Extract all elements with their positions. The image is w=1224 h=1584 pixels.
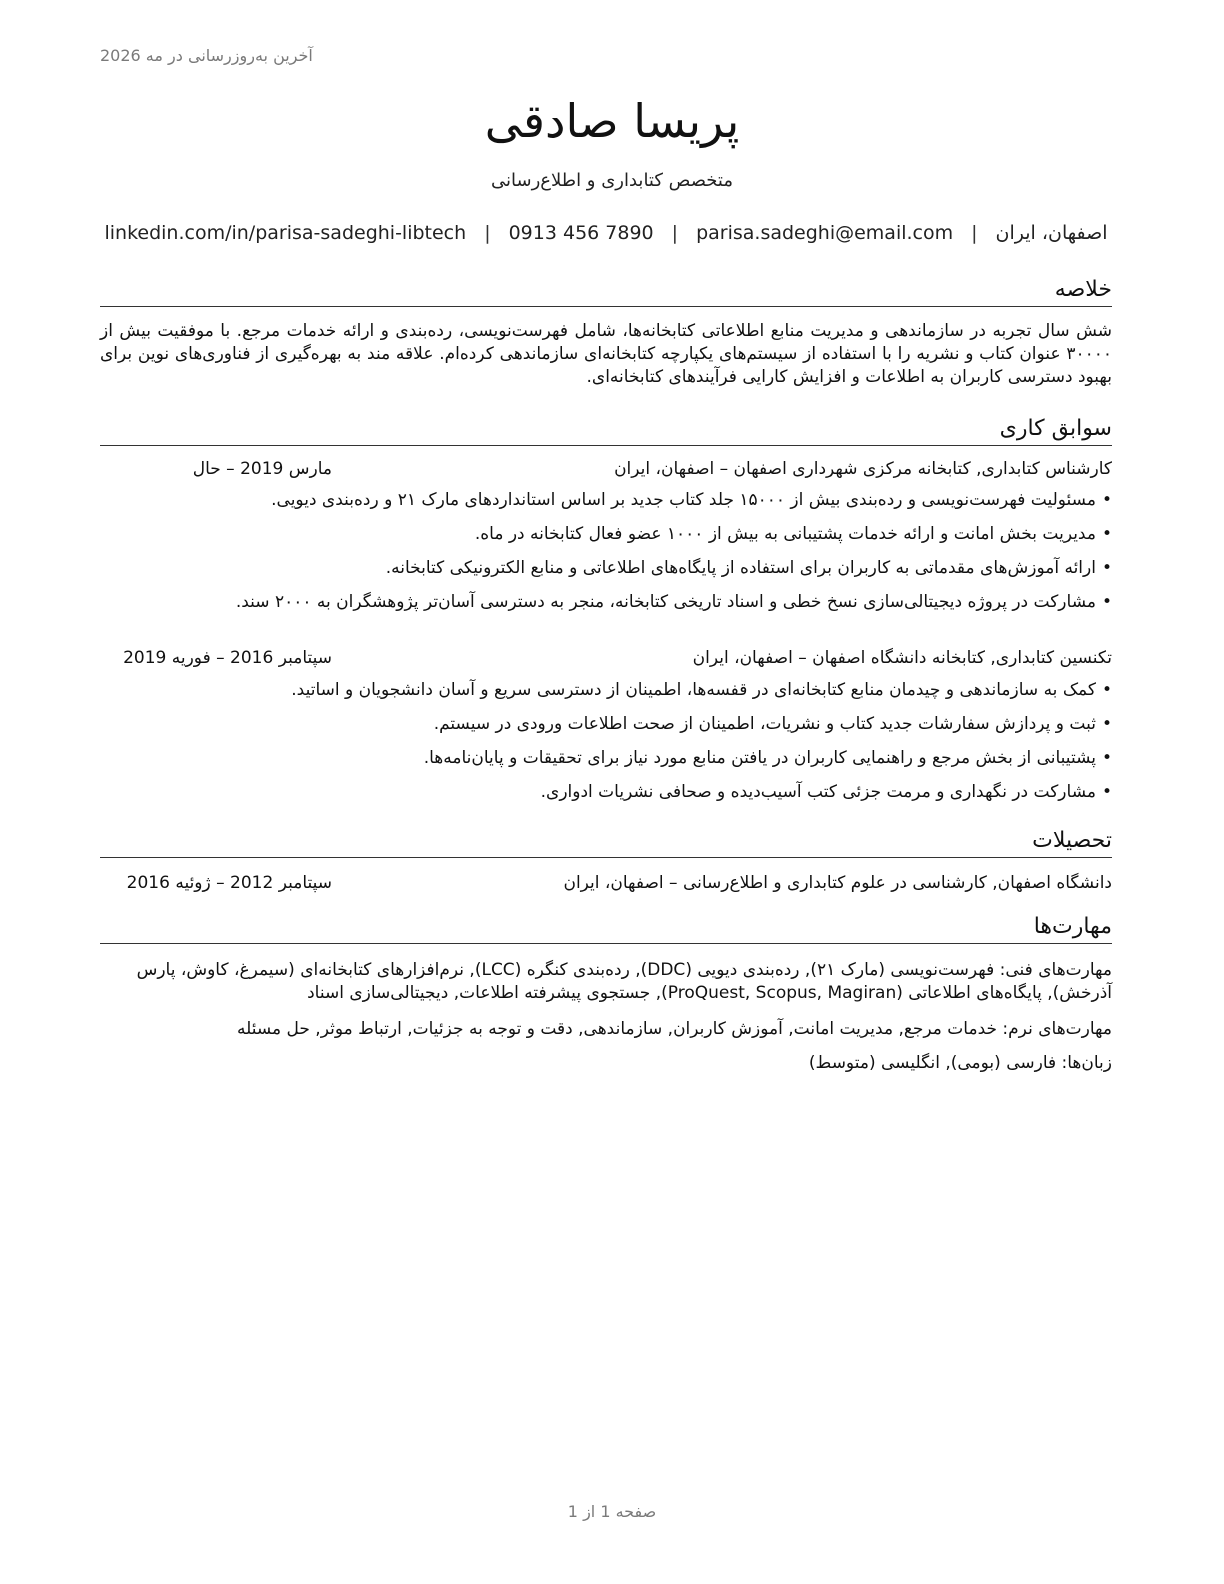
job-dates: مارس 2019 – حال (192, 459, 332, 479)
candidate-title: متخصص کتابداری و اطلاع‌رسانی (490, 170, 733, 191)
job-bullet: • پشتیبانی از بخش مرجع و راهنمایی کاربران در یافتن منابع مورد نیاز برای تحقیقات و پایان‌نامه‌ها. (100, 746, 1112, 780)
job-bullet: • ارائه آموزش‌های مقدماتی به کاربران برای استفاده از پایگاه‌های اطلاعاتی و منابع الکترونیکی کتابخانه. (100, 556, 1112, 590)
page-number: صفحه 1 از 1 (567, 1502, 657, 1521)
summary-heading: خلاصه (100, 276, 1112, 307)
contact-location: اصفهان، ایران (995, 222, 1108, 244)
education-heading: تحصیلات (100, 827, 1112, 858)
job-bullets (100, 488, 1112, 624)
contact-separator: | (484, 222, 491, 244)
languages: زبان‌ها: فارسی (بومی), انگلیسی (متوسط) (808, 1053, 1112, 1073)
job-bullets (100, 678, 1112, 814)
job-header (100, 648, 1112, 672)
soft-skills: مهارت‌های نرم: خدمات مرجع, مدیریت امانت, آموزش کاربران, سازماندهی, دقت و توجه به جزئیات, ارتباط موثر, حل مسئله (236, 1019, 1112, 1039)
job-bullet: • کمک به سازماندهی و چیدمان منابع کتابخانه‌ای در قفسه‌ها، اطمینان از دسترسی سریع و آسان دانشجویان و اساتید. (100, 678, 1112, 712)
technical-skills: مهارت‌های فنی: فهرست‌نویسی (مارک ۲۱), رده‌بندی دیویی (DDC), رده‌بندی کنگره (LCC), نرم‌افزارهای کتابخانه‌ای (سیمرغ، کاوش، پارس آذرخش), پایگاه‌های اطلاعاتی (ProQuest, Scopus, Magiran), جستجوی پیشرفته اطلاعات, دیجیتالی‌سازی اسناد (136, 960, 1112, 1003)
skills-heading: مهارت‌ها (100, 913, 1112, 944)
education-dates: سپتامبر 2012 – ژوئیه 2016 (126, 873, 332, 893)
contact-separator: | (671, 222, 679, 244)
job-bullet: • مسئولیت فهرست‌نویسی و رده‌بندی بیش از ۱۵۰۰۰ جلد کتاب جدید بر اساس استانداردهای مارک ۲۱ و رده‌بندی دیویی. (100, 488, 1112, 522)
job-role-org: کارشناس کتابداری, کتابخانه مرکزی شهرداری اصفهان – اصفهان، ایران (614, 459, 1112, 479)
job-bullet: • مشارکت در پروژه دیجیتالی‌سازی نسخ خطی و اسناد تاریخی کتابخانه، منجر به دسترسی آسان‌تر پژوهشگران به ۲۰۰۰ سند. (100, 590, 1112, 624)
summary-text: شش سال تجربه در سازماندهی و مدیریت منابع اطلاعاتی کتابخانه‌ها، شامل فهرست‌نویسی، رده‌بندی و ارائه خدمات مرجع. با موفقیت بیش از ۳۰۰۰۰ عنوان کتاب و نشریه را با استفاده از سیستم‌های یکپارچه کتابخانه‌ای سازماندهی کرده‌ام. علاقه مند به بهره‌گیری از فناوری‌های نوین برای بهبود دسترسی کاربران به اطلاعات و افزایش کارایی فرآیندهای کتابخانه‌ای. (100, 321, 1112, 387)
education-degree: دانشگاه اصفهان, کارشناسی در علوم کتابداری و اطلاع‌رسانی – اصفهان، ایران (563, 873, 1112, 893)
experience-heading: سوابق کاری (100, 415, 1112, 446)
last-updated-note: آخرین به‌روزرسانی در مه 2026 (100, 46, 313, 65)
candidate-name: پریسا صادقی (484, 94, 740, 148)
job-bullet: • مشارکت در نگهداری و مرمت جزئی کتب آسیب‌دیده و صحافی نشریات ادواری. (100, 780, 1112, 814)
education-entry (100, 873, 1112, 897)
contact-phone[interactable]: 0913 456 7890 (508, 222, 654, 244)
job-header (100, 459, 1112, 483)
job-role-org: تکنسین کتابداری, کتابخانه دانشگاه اصفهان – اصفهان، ایران (692, 648, 1112, 668)
contact-linkedin[interactable]: linkedin.com/in/parisa-sadeghi-libtech (104, 222, 467, 244)
job-bullet: • ثبت و پردازش سفارشات جدید کتاب و نشریات، اطمینان از صحت اطلاعات ورودی در سیستم. (100, 712, 1112, 746)
job-dates: سپتامبر 2016 – فوریه 2019 (123, 648, 332, 668)
contact-separator: | (971, 222, 978, 244)
job-bullet: • مدیریت بخش امانت و ارائه خدمات پشتیبانی به بیش از ۱۰۰۰ عضو فعال کتابخانه در ماه. (100, 522, 1112, 556)
contact-email[interactable]: parisa.sadeghi@email.com (696, 222, 954, 244)
contact-line (100, 222, 1112, 244)
